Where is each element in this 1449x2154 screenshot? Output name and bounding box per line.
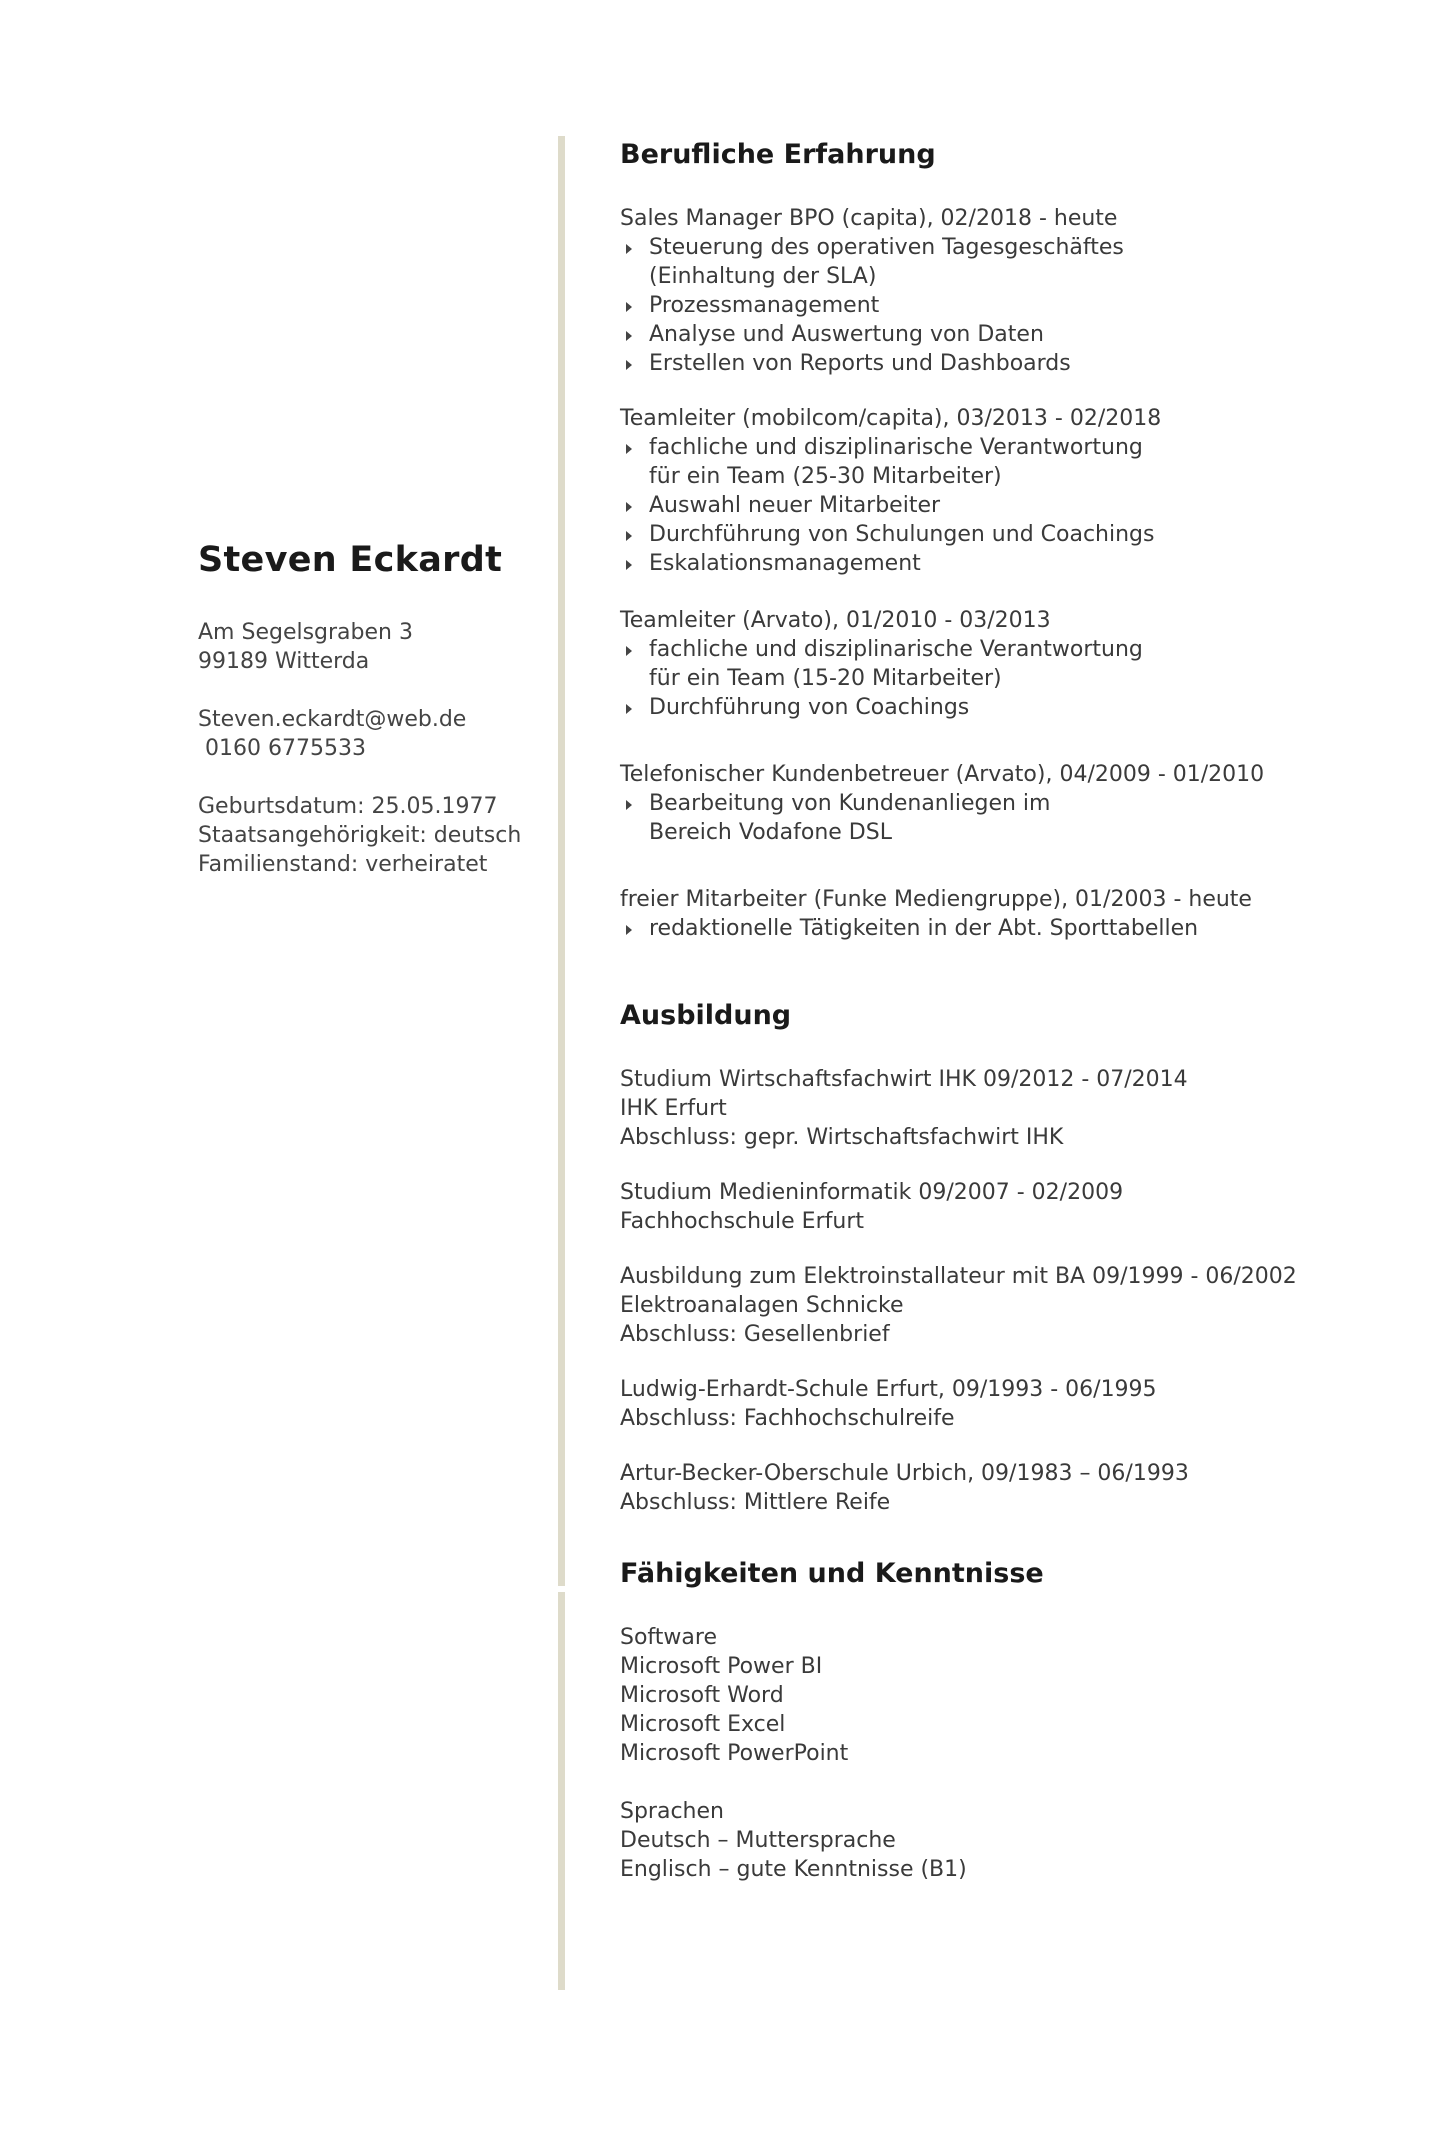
experience-bullets [620, 233, 1380, 378]
experience-bullet-text: Auswahl neuer Mitarbeiter [649, 493, 941, 518]
experience-bullets [620, 914, 1380, 943]
education-line: Ausbildung zum Elektroinstallateur mit BA 09/1999 - 06/2002 [620, 1264, 1297, 1289]
experience-entry [620, 885, 1380, 943]
experience-bullet [620, 433, 1380, 462]
bullet-triangle-icon [626, 244, 632, 254]
bullet-triangle-icon [626, 646, 632, 656]
software-item: Microsoft PowerPoint [620, 1741, 849, 1766]
experience-bullet [620, 349, 1380, 378]
experience-bullet [620, 693, 1380, 722]
experience-bullet [620, 818, 1380, 847]
experience-bullet-text: Durchführung von Coachings [649, 695, 970, 720]
experience-bullet [620, 491, 1380, 520]
experience-bullet [620, 320, 1380, 349]
divider-lower [558, 1592, 565, 1990]
skills-software [620, 1623, 1380, 1768]
experience-entry [620, 204, 1380, 378]
main-content [620, 136, 1380, 1884]
experience-bullets [620, 789, 1380, 847]
bullet-triangle-icon [626, 800, 632, 810]
experience-entry [620, 760, 1380, 847]
experience-bullet [620, 520, 1380, 549]
experience-heading: Teamleiter (mobilcom/capita), 03/2013 - 02/2018 [620, 406, 1162, 431]
experience-bullet-text: redaktionelle Tätigkeiten in der Abt. Sporttabellen [649, 916, 1199, 941]
education-list [620, 1065, 1380, 1517]
bullet-triangle-icon [626, 560, 632, 570]
software-label: Software [620, 1625, 717, 1650]
education-line: Abschluss: Fachhochschulreife [620, 1406, 955, 1431]
language-item: Deutsch – Muttersprache [620, 1828, 896, 1853]
education-entry [620, 1065, 1380, 1152]
skills-title: Fähigkeiten und Kenntnisse [620, 1558, 1044, 1589]
experience-bullet-text: Eskalationsmanagement [649, 551, 921, 576]
bullet-triangle-icon [626, 502, 632, 512]
software-item: Microsoft Word [620, 1683, 784, 1708]
experience-bullet-text: Bereich Vodafone DSL [649, 820, 892, 845]
education-line: Fachhochschule Erfurt [620, 1209, 864, 1234]
experience-heading: freier Mitarbeiter (Funke Mediengruppe), 01/2003 - heute [620, 887, 1252, 912]
address-city: 99189 Witterda [198, 649, 370, 674]
experience-bullet-text: fachliche und disziplinarische Verantwortung [649, 637, 1143, 662]
personal-info [198, 540, 538, 879]
software-item: Microsoft Excel [620, 1712, 786, 1737]
nationality: Staatsangehörigkeit: deutsch [198, 823, 522, 848]
marital-status: Familienstand: verheiratet [198, 852, 488, 877]
experience-bullet-text: Prozessmanagement [649, 293, 880, 318]
experience-bullet [620, 914, 1380, 943]
experience-bullet-text: Analyse und Auswertung von Daten [649, 322, 1044, 347]
education-title: Ausbildung [620, 1000, 792, 1031]
education-line: Abschluss: Mittlere Reife [620, 1490, 891, 1515]
education-line: Artur-Becker-Oberschule Urbich, 09/1983 – 06/1993 [620, 1461, 1189, 1486]
experience-bullet-text: Durchführung von Schulungen und Coachings [649, 522, 1155, 547]
education-entry [620, 1262, 1380, 1349]
experience-heading: Teamleiter (Arvato), 01/2010 - 03/2013 [620, 608, 1051, 633]
experience-bullet [620, 635, 1380, 664]
experience-bullet [620, 664, 1380, 693]
experience-bullet-text: für ein Team (25-30 Mitarbeiter) [649, 464, 1002, 489]
experience-bullet [620, 262, 1380, 291]
experience-list [620, 204, 1380, 943]
software-item: Microsoft Power BI [620, 1654, 823, 1679]
experience-bullets [620, 433, 1380, 578]
experience-bullet [620, 789, 1380, 818]
bullet-triangle-icon [626, 531, 632, 541]
languages-label: Sprachen [620, 1799, 724, 1824]
birth-date: Geburtsdatum: 25.05.1977 [198, 794, 498, 819]
experience-entry [620, 404, 1380, 578]
education-entry [620, 1375, 1380, 1433]
divider-upper [558, 136, 565, 1586]
language-item: Englisch – gute Kenntnisse (B1) [620, 1857, 967, 1882]
experience-bullet-text: Erstellen von Reports und Dashboards [649, 351, 1071, 376]
education-line: Elektroanalagen Schnicke [620, 1293, 904, 1318]
education-entry [620, 1178, 1380, 1236]
experience-bullet [620, 549, 1380, 578]
education-line: Studium Medieninformatik 09/2007 - 02/2009 [620, 1180, 1124, 1205]
education-line: Ludwig-Erhardt-Schule Erfurt, 09/1993 - 06/1995 [620, 1377, 1157, 1402]
experience-bullet [620, 233, 1380, 262]
bullet-triangle-icon [626, 925, 632, 935]
education-line: Studium Wirtschaftsfachwirt IHK 09/2012 - 07/2014 [620, 1067, 1188, 1092]
bullet-triangle-icon [626, 444, 632, 454]
experience-bullet-text: Steuerung des operativen Tagesgeschäftes [649, 235, 1124, 260]
experience-bullet-text: fachliche und disziplinarische Verantwortung [649, 435, 1143, 460]
bullet-triangle-icon [626, 331, 632, 341]
phone: 0160 6775533 [198, 736, 366, 761]
education-entry [620, 1459, 1380, 1517]
address-street: Am Segelsgraben 3 [198, 620, 413, 645]
experience-heading: Sales Manager BPO (capita), 02/2018 - heute [620, 206, 1118, 231]
experience-bullet-text: (Einhaltung der SLA) [649, 264, 877, 289]
bullet-triangle-icon [626, 360, 632, 370]
experience-title: Berufliche Erfahrung [620, 139, 936, 170]
experience-bullet [620, 462, 1380, 491]
experience-bullet-text: für ein Team (15-20 Mitarbeiter) [649, 666, 1002, 691]
experience-bullet-text: Bearbeitung von Kundenanliegen im [649, 791, 1051, 816]
experience-bullets [620, 635, 1380, 722]
bullet-triangle-icon [626, 704, 632, 714]
email: Steven.eckardt@web.de [198, 707, 467, 732]
education-line: IHK Erfurt [620, 1096, 727, 1121]
bullet-triangle-icon [626, 302, 632, 312]
education-line: Abschluss: gepr. Wirtschaftsfachwirt IHK [620, 1125, 1064, 1150]
experience-entry [620, 606, 1380, 722]
person-name: Steven Eckardt [198, 540, 503, 580]
experience-heading: Telefonischer Kundenbetreuer (Arvato), 04/2009 - 01/2010 [620, 762, 1265, 787]
education-line: Abschluss: Gesellenbrief [620, 1322, 890, 1347]
skills-languages [620, 1797, 1380, 1884]
experience-bullet [620, 291, 1380, 320]
